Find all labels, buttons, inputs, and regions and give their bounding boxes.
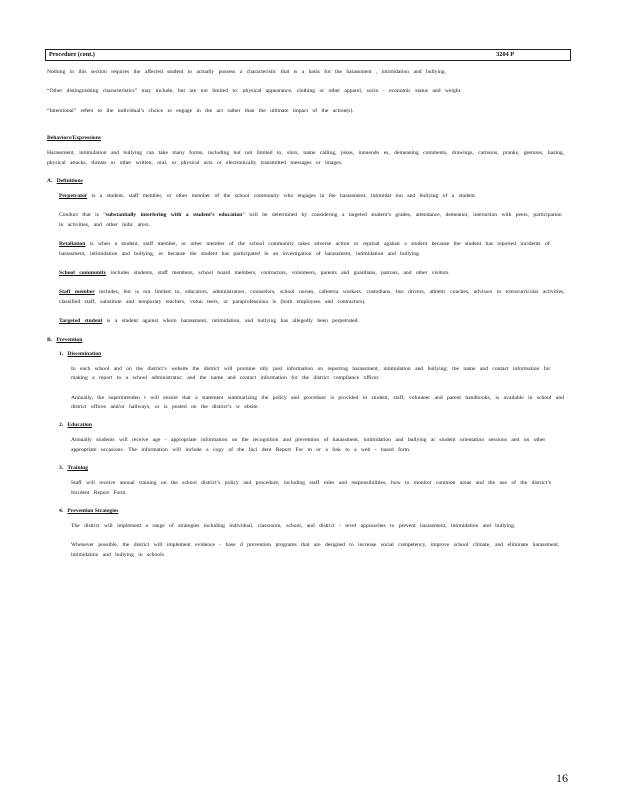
procedure-header — [45, 49, 571, 61]
definition-term: School community — [59, 270, 107, 277]
definition-text: includes students, staff members, school board members, contractors, volunteers, parents and guardians, patrons, and other visitors. — [106, 270, 450, 277]
definition-staff-member — [59, 288, 567, 307]
item-label: Prevention Strategies — [67, 507, 119, 514]
header-policy-number: 3204 P — [496, 51, 514, 58]
item-number: 2. — [59, 422, 64, 429]
item-label: Dissemination — [67, 350, 102, 357]
prevention-strategies-paragraph-1: The district will implement a range of strategies including individual, classroom, school, and district - level approaches to prevent harassment, intimidation and bullying. — [71, 522, 516, 529]
behaviors-text: Harassment, intimidation and bullying can take many forms, including but not limited to, slurs, name calling, jokes, innuendo es, demeaning comments, drawings, cartoons, pranks, gestures, hazing, physical attacks, threats or other written, oral, or physical acts or electronically transmitted messages or images. — [47, 150, 565, 166]
training-paragraph: Staff will receive annual training on the school district’s policy and procedure, including staff roles and responsibilities, how to monitor common areas and the use of the district’s Incident Report Form. — [71, 480, 551, 496]
prevention-list — [59, 351, 567, 560]
definition-term: Staff member — [59, 289, 95, 296]
education-paragraph: Annually students will receive age - appropriate information on the recognition and prevention of harassment, intimidation and bullying at student orientation sessions and on other appropriate occasions. The information will include a copy of the Inci dent Report For m or a link to a web - based form. — [71, 437, 546, 453]
section-a-letter: A. — [47, 178, 53, 185]
behaviors-heading: Behaviors/Expressions — [47, 135, 101, 142]
item-dissemination-title — [59, 351, 567, 357]
paragraph-other-characteristics: “Other distinguishing characteristics” may include, but are not limited to: physical appearance, clothing or other apparel, socio - economic status and weight. — [47, 88, 462, 95]
document-body — [47, 68, 567, 570]
definition-targeted-student — [59, 317, 567, 326]
definition-perpetrator — [59, 192, 567, 201]
definition-term: Targeted student — [59, 318, 103, 325]
page-number: 16 — [556, 771, 568, 785]
definition-lead: Conduct that is “ — [59, 212, 106, 219]
header-title: Procedure (cont.) — [49, 51, 95, 58]
definition-text: is when a student, staff member, or other member of the school community takes adverse action or reprisal against a student because the student has reported incidents of harassment, intimidation and bullying, or because the student has participated in an investigation of harassment, intimidation and bullying. — [59, 241, 550, 257]
item-number: 1. — [59, 350, 64, 357]
item-training-title — [59, 465, 567, 471]
definition-text: is a student against whom harassment, intimidation, and bullying has allegedly been perpetrated. — [102, 318, 359, 325]
definition-conduct — [59, 211, 567, 230]
item-prevention-strategies-title — [59, 508, 567, 514]
definition-text: is a student, staff member, or other member of the school community who engages in the harassment, intimidat ion and bullying of a student. — [87, 193, 477, 200]
section-b-label: Prevention — [56, 336, 83, 343]
definition-text: ” will be determined by considering a targeted student’s grades, attendance, demeanor, interaction with peers, participation in activities, and other indic ators. — [59, 212, 562, 228]
definition-school-community — [59, 269, 567, 278]
item-education-title — [59, 422, 567, 428]
dissemination-paragraph-2: Annually, the superintenden t will ensure that a statement summarizing the policy and procedure is provided in student, staff, volunteer and parent handbooks, is available in school and district offices and/or hallways, or is posted on the district’s w ebsite. — [71, 394, 564, 410]
definition-term: Perpetrator — [59, 193, 88, 200]
definition-text: includes, but is not limited to, educators, administrators, counselors, school nurses, cafeteria workers, custodians, bus drivers, athletic coaches, advisors to extracurricular activities, classified staff, substitute and temporary teachers, volun teers, or paraprofessiona ls (both employees and contractors). — [59, 289, 565, 305]
item-label: Training — [67, 465, 89, 472]
definition-term: Retaliation — [59, 241, 86, 248]
dissemination-paragraph-1: In each school and on the district’s website the district will promine ntly post information on reporting harassment, intimidation and bullying; the name and contact information for making a report to a school administrator; and the name and contact information for the district compliance officer. — [71, 365, 551, 382]
prevention-strategies-paragraph-2: Whenever possible, the district will implement evidence - base d prevention programs that are designed to increase social competency, improve school climate, and eliminate harassment, intimidation and bullying in schools. — [71, 542, 560, 558]
definition-term: substantially interfering with a student’s education — [105, 212, 243, 219]
definitions-list — [59, 192, 567, 327]
item-number: 3. — [59, 465, 64, 472]
section-b-title — [47, 337, 567, 343]
definition-retaliation — [59, 240, 567, 259]
section-a-label: Definitions — [56, 178, 83, 185]
section-a-title — [47, 178, 567, 184]
item-label: Education — [67, 422, 92, 429]
paragraph-nothing: Nothing in this section requires the affected student to actually possess a characteristic that is a basis for the harassment , intimidation and bullying. — [47, 69, 447, 75]
item-number: 4. — [59, 507, 64, 514]
paragraph-intentional: “Intentional” refers to the individual’s choice to engage in the act rather than the ultimate impact of the action(s). — [47, 107, 354, 114]
section-b-letter: B. — [47, 336, 53, 343]
